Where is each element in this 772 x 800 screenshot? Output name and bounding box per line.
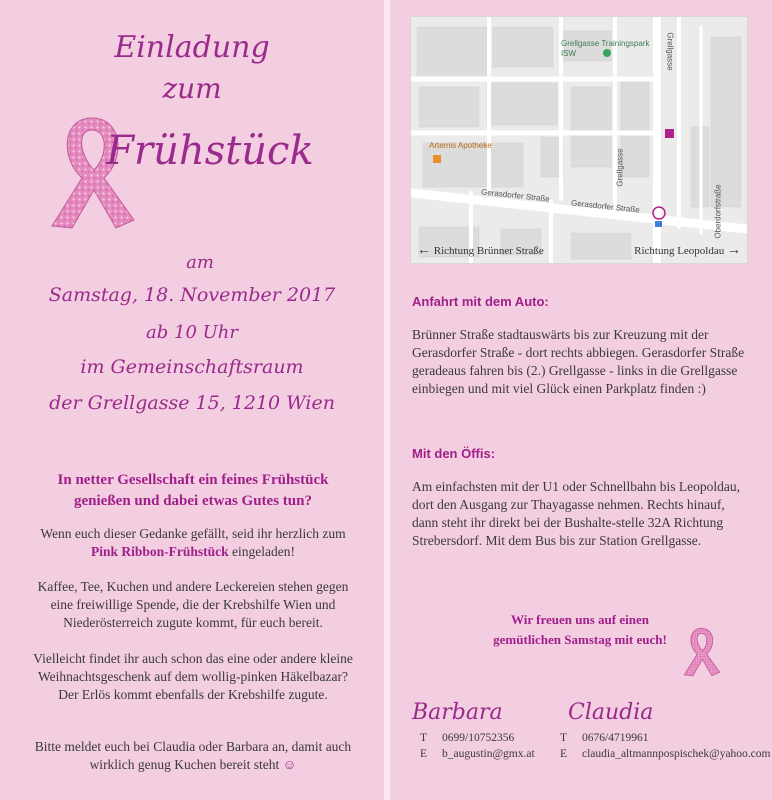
destination-marker-icon <box>665 129 674 138</box>
street-oberdorf: Oberdorfstraße <box>713 184 723 239</box>
paragraph-1: Wenn euch dieser Gedanke gefällt, seid ihr herzlich zum Pink Ribbon-Frühstück eingeladen! <box>40 526 346 559</box>
car-heading: Anfahrt mit dem Auto: <box>412 294 549 309</box>
contact-barbara: T 0699/10752356 E b_augustin@gmx.at <box>420 732 535 760</box>
paragraph-2: Kaffee, Tee, Kuchen und andere Leckereien stehen gegen eine freiwillige Spende, die der Krebshilfe Wien und Niederösterreich zugute kommt, für euch bereit. <box>37 579 349 630</box>
title-line3: Frühstück <box>106 128 314 174</box>
contact-claudia: T 0676/4719961 E claudia_altmannpospischek@yahoo.com <box>560 732 771 760</box>
email-claudia[interactable]: claudia_altmannpospischek@yahoo.com <box>582 748 771 760</box>
paragraph-3: Vielleicht findet ihr auch schon das eine oder andere kleine Weihnachtsgeschenk auf dem wollig-pinken Häkelbazar? Der Erlös kommt ebenfalls der Krebshilfe zugute. <box>33 651 353 702</box>
event-time: ab 10 Uhr <box>146 322 238 343</box>
paragraph-4: Bitte meldet euch bei Claudia oder Barbara an, damit auch wirklich genug Kuchen bereit steht ☺ <box>34 739 352 772</box>
signature-claudia: Claudia <box>568 700 654 725</box>
signature-barbara: Barbara <box>412 700 503 725</box>
pharmacy-label: Artemis Apotheke <box>429 141 492 150</box>
park-label: Grellgasse Trainingspark ISW <box>561 39 650 58</box>
invite-heading: In netter Gesellschaft ein feines Frühstück genießen und dabei etwas Gutes tun? <box>57 472 329 509</box>
arrow-left-icon: ← <box>417 243 431 258</box>
arrow-right-icon: → <box>727 243 741 258</box>
phone-claudia[interactable]: 0676/4719961 <box>582 732 649 744</box>
title-line2: zum <box>162 72 222 105</box>
email-barbara[interactable]: b_augustin@gmx.at <box>442 748 535 760</box>
direction-right: Richtung Leopoldau → <box>634 243 741 258</box>
right-panel <box>390 0 772 800</box>
oeffi-heading: Mit den Öffis: <box>412 446 496 461</box>
location-map <box>410 16 748 264</box>
direction-left: ← Richtung Brünner Straße <box>417 243 544 258</box>
phone-barbara[interactable]: 0699/10752356 <box>442 732 515 744</box>
street-grellgasse: Grellgasse <box>615 148 625 187</box>
event-date: Samstag, 18. November 2017 <box>48 284 336 306</box>
street-gerasdorfer-1: Gerasdorfer Straße <box>480 187 551 204</box>
closing-line1: Wir freuen uns auf einen <box>511 612 649 627</box>
small-ribbon-icon <box>680 612 736 692</box>
street-grellgasse-top: Grellgasse <box>665 32 675 71</box>
event-place1: im Gemeinschaftsraum <box>80 356 304 378</box>
left-panel <box>0 0 384 800</box>
smiley-icon: ☺ <box>282 757 297 772</box>
pink-ribbon-name: Pink Ribbon-Frühstück <box>90 544 229 559</box>
oeffi-directions: Am einfachsten mit der U1 oder Schnellbahn bis Leopoldau, dort den Ausgang zur Thayagasse nehmen. Rechts hinauf, dann steht ihr direkt bei der Bushalte-stelle 32A Richtung Strebersdorf. Mit dem Bus bis zur Station Grellgasse. <box>412 479 741 548</box>
am-text: am <box>186 252 214 273</box>
street-gerasdorfer-2: Gerasdorfer Straße <box>570 198 641 215</box>
pharmacy-marker-icon <box>433 155 441 163</box>
car-directions: Brünner Straße stadtauswärts bis zur Kreuzung mit der Gerasdorfer Straße - dort rechts abbiegen. Gerasdorfer Straße geradeaus fahren bis (2.) Grellgasse - links in die Grellgasse einbiegen und mit viel Glück einen Parkplatz finden :) <box>412 327 745 396</box>
closing-line2: gemütlichen Samstag mit euch! <box>493 632 667 647</box>
title-line1: Einladung <box>114 30 270 65</box>
event-place2: der Grellgasse 15, 1210 Wien <box>49 392 335 414</box>
